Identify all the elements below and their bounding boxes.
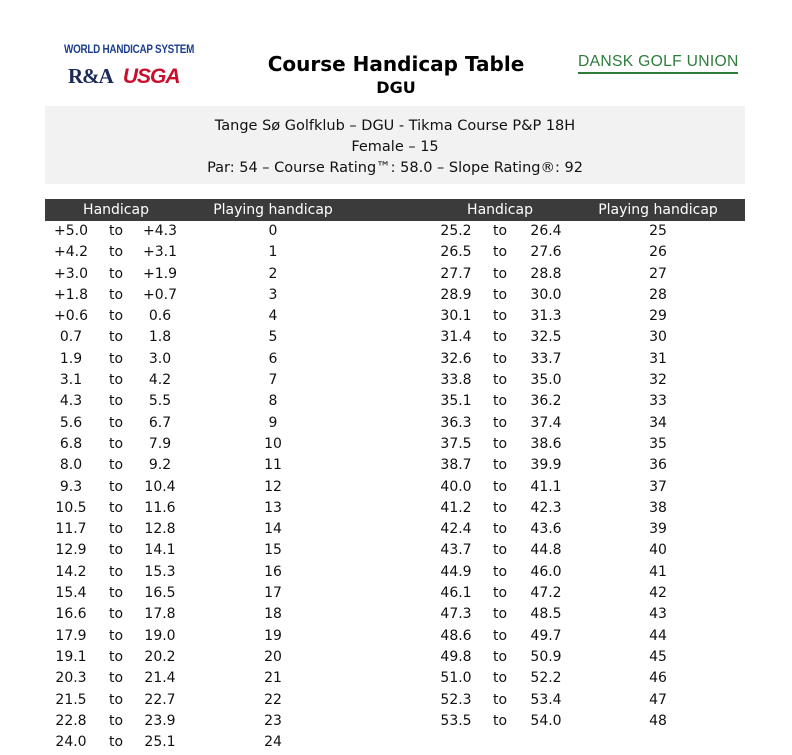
header-handicap-left: Handicap xyxy=(83,202,149,218)
playing-handicap: 24 xyxy=(264,734,282,751)
playing-handicap: 47 xyxy=(649,691,667,708)
handicap-from: 44.9 xyxy=(440,563,472,580)
handicap-to: 33.7 xyxy=(530,350,562,367)
to-label: to xyxy=(108,734,124,751)
to-label: to xyxy=(492,627,508,644)
table-row xyxy=(0,519,792,540)
handicap-from: 27.7 xyxy=(440,265,472,282)
handicap-from: +5.0 xyxy=(54,223,88,239)
to-label: to xyxy=(492,499,508,516)
to-label: to xyxy=(492,521,508,538)
playing-handicap: 23 xyxy=(264,712,282,729)
to-label: to xyxy=(492,329,508,346)
handicap-to: 3.0 xyxy=(148,350,172,367)
to-label: to xyxy=(108,712,124,729)
handicap-to: 22.7 xyxy=(144,691,176,708)
handicap-to: 15.3 xyxy=(144,563,176,580)
table-row xyxy=(0,349,792,370)
handicap-from: 43.7 xyxy=(440,542,472,559)
handicap-to: 49.7 xyxy=(530,627,562,644)
handicap-from: 30.1 xyxy=(440,308,472,325)
handicap-from: +3.0 xyxy=(54,265,88,282)
handicap-to: 31.3 xyxy=(530,308,562,325)
table-row xyxy=(0,604,792,625)
to-label: to xyxy=(492,457,508,474)
playing-handicap: 26 xyxy=(649,244,667,261)
page-subtitle: DGU xyxy=(376,78,416,97)
table-header xyxy=(45,199,745,221)
playing-handicap: 38 xyxy=(649,499,667,516)
handicap-from: 14.2 xyxy=(55,563,87,580)
to-label: to xyxy=(108,648,124,665)
to-label: to xyxy=(108,223,124,239)
playing-handicap: 20 xyxy=(264,648,282,665)
playing-handicap: 21 xyxy=(264,670,282,687)
to-label: to xyxy=(108,627,124,644)
handicap-from: 20.3 xyxy=(55,670,87,687)
to-label: to xyxy=(492,308,508,325)
handicap-to: 46.0 xyxy=(530,563,562,580)
to-label: to xyxy=(492,542,508,559)
handicap-to: 30.0 xyxy=(530,286,562,303)
handicap-from: 6.8 xyxy=(59,435,83,452)
handicap-to: +1.9 xyxy=(143,265,177,282)
handicap-to: 47.2 xyxy=(530,585,562,602)
handicap-to: 37.4 xyxy=(530,414,562,431)
handicap-to: 7.9 xyxy=(148,435,172,452)
handicap-from: 16.6 xyxy=(55,606,87,623)
header-playing-left: Playing handicap xyxy=(213,202,333,218)
playing-handicap: 45 xyxy=(649,648,667,665)
handicap-to: 32.5 xyxy=(530,329,562,346)
handicap-to: 19.0 xyxy=(144,627,176,644)
table-row xyxy=(0,327,792,348)
table-row xyxy=(0,455,792,476)
handicap-from: 8.0 xyxy=(59,457,83,474)
handicap-to: +0.7 xyxy=(143,286,177,303)
to-label: to xyxy=(492,286,508,303)
handicap-from: 21.5 xyxy=(55,691,87,708)
to-label: to xyxy=(108,563,124,580)
playing-handicap: 1 xyxy=(268,244,278,261)
course-ratings: Par: 54 – Course Rating™: 58.0 – Slope Rating®: 92 xyxy=(207,160,583,176)
handicap-from: 28.9 xyxy=(440,286,472,303)
to-label: to xyxy=(108,457,124,474)
handicap-to: 12.8 xyxy=(144,521,176,538)
handicap-from: 1.9 xyxy=(59,350,83,367)
handicap-to: 28.8 xyxy=(530,265,562,282)
playing-handicap: 42 xyxy=(649,585,667,602)
handicap-from: +1.8 xyxy=(54,286,88,303)
to-label: to xyxy=(492,478,508,495)
handicap-from: 19.1 xyxy=(55,648,87,665)
playing-handicap: 37 xyxy=(649,478,667,495)
to-label: to xyxy=(108,265,124,282)
playing-handicap: 18 xyxy=(264,606,282,623)
playing-handicap: 25 xyxy=(649,223,667,239)
playing-handicap: 14 xyxy=(264,521,282,538)
handicap-to: 25.1 xyxy=(144,734,176,751)
handicap-to: 4.2 xyxy=(148,372,172,389)
handicap-from: 31.4 xyxy=(440,329,472,346)
playing-handicap: 44 xyxy=(649,627,667,644)
playing-handicap: 27 xyxy=(649,265,667,282)
handicap-from: 38.7 xyxy=(440,457,472,474)
course-name: Tange Sø Golfklub – DGU - Tikma Course P&P 18H xyxy=(214,118,576,134)
playing-handicap: 29 xyxy=(649,308,667,325)
to-label: to xyxy=(108,350,124,367)
playing-handicap: 34 xyxy=(649,414,667,431)
handicap-to: 36.2 xyxy=(530,393,562,410)
handicap-from: 11.7 xyxy=(55,521,87,538)
table-row xyxy=(0,583,792,604)
table-row xyxy=(0,242,792,263)
playing-handicap: 28 xyxy=(649,286,667,303)
handicap-from: 10.5 xyxy=(55,499,87,516)
ra-logo-text: R&A xyxy=(68,64,113,88)
to-label: to xyxy=(108,606,124,623)
handicap-to: +4.3 xyxy=(143,223,177,239)
handicap-from: 32.6 xyxy=(440,350,472,367)
to-label: to xyxy=(492,585,508,602)
to-label: to xyxy=(108,393,124,410)
handicap-from: 36.3 xyxy=(440,414,472,431)
to-label: to xyxy=(492,563,508,580)
to-label: to xyxy=(108,286,124,303)
handicap-to: 21.4 xyxy=(144,670,176,687)
to-label: to xyxy=(108,414,124,431)
handicap-to: 54.0 xyxy=(530,712,562,729)
to-label: to xyxy=(492,372,508,389)
to-label: to xyxy=(108,244,124,261)
dgu-logo-text: DANSK GOLF UNION xyxy=(578,53,739,70)
to-label: to xyxy=(492,691,508,708)
playing-handicap: 35 xyxy=(649,435,667,452)
to-label: to xyxy=(492,265,508,282)
playing-handicap: 11 xyxy=(264,457,282,474)
handicap-from: 9.3 xyxy=(59,478,83,495)
table-row xyxy=(0,498,792,519)
playing-handicap: 13 xyxy=(264,499,282,516)
playing-handicap: 15 xyxy=(264,542,282,559)
to-label: to xyxy=(492,350,508,367)
playing-handicap: 48 xyxy=(649,712,667,729)
handicap-to: 11.6 xyxy=(144,499,176,516)
handicap-to: 42.3 xyxy=(530,499,562,516)
handicap-from: 49.8 xyxy=(440,648,472,665)
handicap-from: 26.5 xyxy=(440,244,472,261)
playing-handicap: 19 xyxy=(264,627,282,644)
handicap-from: 4.3 xyxy=(59,393,83,410)
to-label: to xyxy=(108,670,124,687)
dansk-golf-union-logo xyxy=(578,53,740,77)
handicap-from: 37.5 xyxy=(440,435,472,452)
to-label: to xyxy=(492,244,508,261)
playing-handicap: 0 xyxy=(268,223,278,239)
playing-handicap: 31 xyxy=(649,350,667,367)
playing-handicap: 3 xyxy=(268,286,278,303)
handicap-from: 35.1 xyxy=(440,393,472,410)
handicap-to: 23.9 xyxy=(144,712,176,729)
handicap-from: 41.2 xyxy=(440,499,472,516)
table-row xyxy=(0,647,792,668)
handicap-to: 27.6 xyxy=(530,244,562,261)
playing-handicap: 9 xyxy=(268,414,278,431)
handicap-to: 0.6 xyxy=(148,308,172,325)
table-row xyxy=(0,221,792,242)
usga-logo-text: USGA xyxy=(122,65,180,88)
playing-handicap: 39 xyxy=(649,521,667,538)
table-row xyxy=(0,732,792,753)
dgu-logo-underline xyxy=(578,72,738,74)
to-label: to xyxy=(108,372,124,389)
to-label: to xyxy=(108,435,124,452)
handicap-from: +4.2 xyxy=(54,244,88,261)
table-row xyxy=(0,477,792,498)
course-info-box xyxy=(45,106,745,184)
handicap-from: 15.4 xyxy=(55,585,87,602)
table-row xyxy=(0,690,792,711)
table-row xyxy=(0,391,792,412)
handicap-from: 42.4 xyxy=(440,521,472,538)
handicap-from: 12.9 xyxy=(55,542,87,559)
table-row xyxy=(0,370,792,391)
table-row xyxy=(0,711,792,732)
playing-handicap: 7 xyxy=(268,372,278,389)
handicap-from: +0.6 xyxy=(54,308,88,325)
handicap-to: 41.1 xyxy=(530,478,562,495)
to-label: to xyxy=(108,585,124,602)
handicap-to: 39.9 xyxy=(530,457,562,474)
playing-handicap: 43 xyxy=(649,606,667,623)
handicap-from: 17.9 xyxy=(55,627,87,644)
handicap-to: 20.2 xyxy=(144,648,176,665)
to-label: to xyxy=(492,670,508,687)
to-label: to xyxy=(108,308,124,325)
handicap-to: 16.5 xyxy=(144,585,176,602)
to-label: to xyxy=(492,606,508,623)
to-label: to xyxy=(108,521,124,538)
table-row xyxy=(0,626,792,647)
handicap-to: 52.2 xyxy=(530,670,562,687)
playing-handicap: 16 xyxy=(264,563,282,580)
handicap-to: 43.6 xyxy=(530,521,562,538)
to-label: to xyxy=(492,414,508,431)
handicap-from: 24.0 xyxy=(55,734,87,751)
table-row xyxy=(0,413,792,434)
playing-handicap: 40 xyxy=(649,542,667,559)
to-label: to xyxy=(108,478,124,495)
playing-handicap: 36 xyxy=(649,457,667,474)
handicap-to: 50.9 xyxy=(530,648,562,665)
playing-handicap: 17 xyxy=(264,585,282,602)
table-row xyxy=(0,562,792,583)
to-label: to xyxy=(492,712,508,729)
table-row xyxy=(0,285,792,306)
handicap-to: 48.5 xyxy=(530,606,562,623)
playing-handicap: 2 xyxy=(268,265,278,282)
playing-handicap: 5 xyxy=(268,329,278,346)
handicap-from: 47.3 xyxy=(440,606,472,623)
playing-handicap: 46 xyxy=(649,670,667,687)
handicap-to: 9.2 xyxy=(148,457,172,474)
header-playing-right: Playing handicap xyxy=(598,202,718,218)
playing-handicap: 4 xyxy=(268,308,278,325)
page-title: Course Handicap Table xyxy=(267,52,525,76)
handicap-to: 38.6 xyxy=(530,435,562,452)
header-handicap-right: Handicap xyxy=(467,202,533,218)
handicap-from: 53.5 xyxy=(440,712,472,729)
to-label: to xyxy=(108,691,124,708)
table-row xyxy=(0,306,792,327)
playing-handicap: 8 xyxy=(268,393,278,410)
handicap-from: 3.1 xyxy=(59,372,83,389)
playing-handicap: 12 xyxy=(264,478,282,495)
to-label: to xyxy=(492,223,508,239)
handicap-from: 51.0 xyxy=(440,670,472,687)
to-label: to xyxy=(108,542,124,559)
handicap-to: 6.7 xyxy=(148,414,172,431)
to-label: to xyxy=(492,393,508,410)
handicap-to: 17.8 xyxy=(144,606,176,623)
table-row xyxy=(0,540,792,561)
table-row xyxy=(0,434,792,455)
handicap-from: 0.7 xyxy=(59,329,83,346)
handicap-from: 25.2 xyxy=(440,223,472,239)
playing-handicap: 22 xyxy=(264,691,282,708)
playing-handicap: 6 xyxy=(268,350,278,367)
handicap-to: 26.4 xyxy=(530,223,562,239)
handicap-to: 14.1 xyxy=(144,542,176,559)
handicap-from: 5.6 xyxy=(59,414,83,431)
handicap-from: 48.6 xyxy=(440,627,472,644)
handicap-to: 35.0 xyxy=(530,372,562,389)
to-label: to xyxy=(108,499,124,516)
tee-gender: Female – 15 xyxy=(351,139,439,155)
handicap-to: 5.5 xyxy=(148,393,172,410)
to-label: to xyxy=(492,648,508,665)
handicap-from: 40.0 xyxy=(440,478,472,495)
playing-handicap: 10 xyxy=(264,435,282,452)
playing-handicap: 32 xyxy=(649,372,667,389)
playing-handicap: 30 xyxy=(649,329,667,346)
handicap-table-body xyxy=(0,221,792,753)
to-label: to xyxy=(492,435,508,452)
handicap-from: 33.8 xyxy=(440,372,472,389)
to-label: to xyxy=(108,329,124,346)
table-row xyxy=(0,264,792,285)
handicap-to: +3.1 xyxy=(143,244,177,261)
handicap-to: 10.4 xyxy=(144,478,176,495)
handicap-from: 46.1 xyxy=(440,585,472,602)
handicap-from: 22.8 xyxy=(55,712,87,729)
handicap-to: 1.8 xyxy=(148,329,172,346)
playing-handicap: 33 xyxy=(649,393,667,410)
handicap-to: 53.4 xyxy=(530,691,562,708)
whs-logo-text: WORLD HANDICAP SYSTEM xyxy=(64,44,195,56)
handicap-to: 44.8 xyxy=(530,542,562,559)
handicap-from: 52.3 xyxy=(440,691,472,708)
table-row xyxy=(0,668,792,689)
playing-handicap: 41 xyxy=(649,563,667,580)
